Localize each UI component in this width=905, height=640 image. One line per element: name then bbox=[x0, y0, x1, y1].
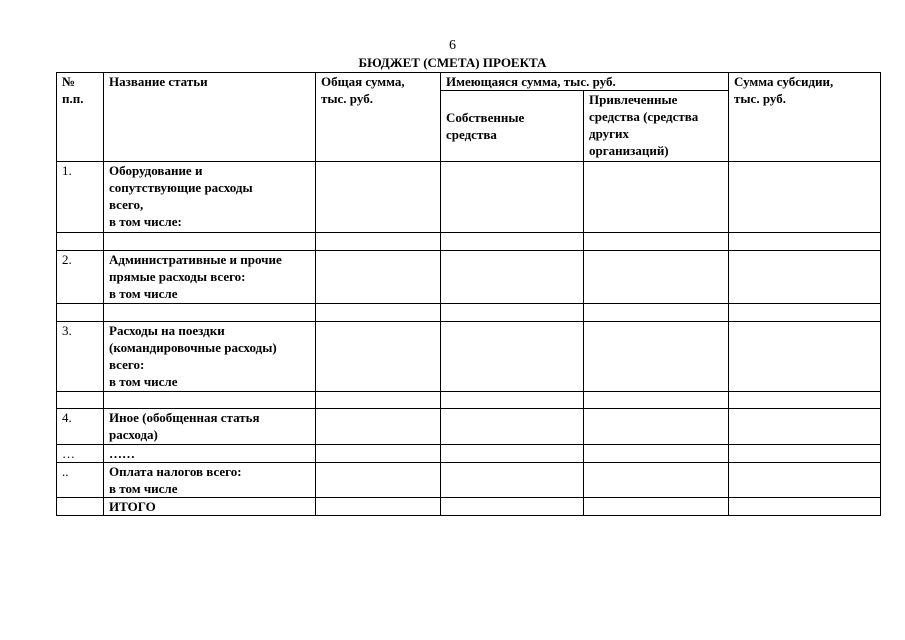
page-number: 6 bbox=[449, 38, 456, 53]
cell-total[interactable] bbox=[316, 304, 441, 322]
budget-table bbox=[56, 72, 881, 516]
cell-attracted[interactable] bbox=[584, 233, 729, 251]
cell-own[interactable] bbox=[441, 463, 584, 498]
row-name: …… bbox=[104, 445, 316, 463]
cell-attracted[interactable] bbox=[584, 304, 729, 322]
cell-own[interactable] bbox=[441, 392, 584, 409]
row-name: ИТОГО bbox=[104, 498, 316, 516]
table-row bbox=[57, 251, 881, 304]
cell-subsidy[interactable] bbox=[729, 463, 881, 498]
table-row bbox=[57, 322, 881, 392]
cell-total[interactable] bbox=[316, 392, 441, 409]
cell-attracted[interactable] bbox=[584, 392, 729, 409]
row-number bbox=[57, 498, 104, 516]
row-number: 1. bbox=[57, 162, 104, 233]
row-number bbox=[57, 392, 104, 409]
cell-attracted[interactable] bbox=[584, 251, 729, 304]
row-number bbox=[57, 233, 104, 251]
header-own-funds: Собственные средства bbox=[441, 91, 584, 162]
cell-attracted[interactable] bbox=[584, 498, 729, 516]
header-total: Общая сумма, тыс. руб. bbox=[316, 73, 441, 162]
cell-total[interactable] bbox=[316, 463, 441, 498]
row-name bbox=[104, 392, 316, 409]
cell-subsidy[interactable] bbox=[729, 445, 881, 463]
cell-attracted[interactable] bbox=[584, 409, 729, 445]
row-number: .. bbox=[57, 463, 104, 498]
row-name bbox=[104, 233, 316, 251]
row-name: Оплата налогов всего: в том числе bbox=[104, 463, 316, 498]
row-number: … bbox=[57, 445, 104, 463]
row-name: Иное (обобщенная статья расхода) bbox=[104, 409, 316, 445]
table-row bbox=[57, 463, 881, 498]
row-number: 3. bbox=[57, 322, 104, 392]
cell-total[interactable] bbox=[316, 251, 441, 304]
header-number: № п.п. bbox=[57, 73, 104, 162]
row-name: Административные и прочие прямые расходы всего: в том числе bbox=[104, 251, 316, 304]
cell-subsidy[interactable] bbox=[729, 251, 881, 304]
row-name bbox=[104, 304, 316, 322]
cell-own[interactable] bbox=[441, 233, 584, 251]
header-attracted-funds: Привлеченные средства (средства других организаций) bbox=[584, 91, 729, 162]
header-name: Название статьи bbox=[104, 73, 316, 162]
cell-total[interactable] bbox=[316, 445, 441, 463]
cell-subsidy[interactable] bbox=[729, 233, 881, 251]
row-number bbox=[57, 304, 104, 322]
cell-attracted[interactable] bbox=[584, 162, 729, 233]
cell-subsidy[interactable] bbox=[729, 392, 881, 409]
table-row bbox=[57, 392, 881, 409]
cell-total[interactable] bbox=[316, 162, 441, 233]
cell-total[interactable] bbox=[316, 498, 441, 516]
cell-subsidy[interactable] bbox=[729, 409, 881, 445]
cell-subsidy[interactable] bbox=[729, 162, 881, 233]
row-number: 2. bbox=[57, 251, 104, 304]
header-available: Имеющаяся сумма, тыс. руб. bbox=[441, 73, 729, 91]
table-row bbox=[57, 445, 881, 463]
table-row bbox=[57, 304, 881, 322]
cell-total[interactable] bbox=[316, 409, 441, 445]
cell-own[interactable] bbox=[441, 409, 584, 445]
table-row-total bbox=[57, 498, 881, 516]
row-name: Оборудование и сопутствующие расходы всего, в том числе: bbox=[104, 162, 316, 233]
row-number: 4. bbox=[57, 409, 104, 445]
table-row bbox=[57, 233, 881, 251]
document-title: БЮДЖЕТ (СМЕТА) ПРОЕКТА bbox=[358, 55, 547, 70]
cell-attracted[interactable] bbox=[584, 445, 729, 463]
cell-subsidy[interactable] bbox=[729, 322, 881, 392]
cell-total[interactable] bbox=[316, 322, 441, 392]
header-row bbox=[57, 73, 881, 91]
cell-subsidy[interactable] bbox=[729, 304, 881, 322]
cell-subsidy[interactable] bbox=[729, 498, 881, 516]
table-row bbox=[57, 162, 881, 233]
cell-own[interactable] bbox=[441, 251, 584, 304]
cell-total[interactable] bbox=[316, 233, 441, 251]
cell-attracted[interactable] bbox=[584, 322, 729, 392]
cell-own[interactable] bbox=[441, 498, 584, 516]
cell-own[interactable] bbox=[441, 304, 584, 322]
cell-own[interactable] bbox=[441, 445, 584, 463]
header-subsidy: Сумма субсидии, тыс. руб. bbox=[729, 73, 881, 162]
table-row bbox=[57, 409, 881, 445]
cell-own[interactable] bbox=[441, 162, 584, 233]
row-name: Расходы на поездки (командировочные расходы) всего: в том числе bbox=[104, 322, 316, 392]
cell-attracted[interactable] bbox=[584, 463, 729, 498]
cell-own[interactable] bbox=[441, 322, 584, 392]
